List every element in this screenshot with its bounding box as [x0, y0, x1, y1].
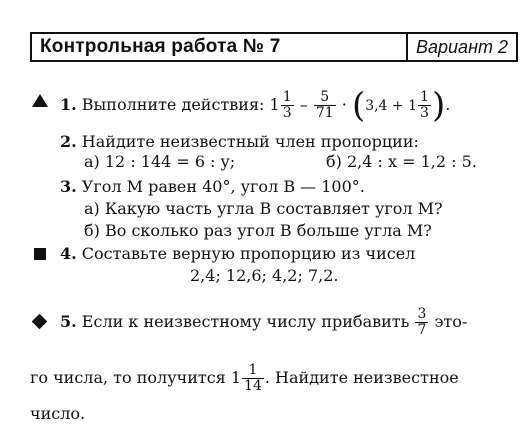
problem-5-number: 5. [60, 312, 77, 331]
problem-1-number: 1. [60, 95, 77, 114]
problem-3-text: Угол M равен 40°, угол B — 100°. [81, 177, 365, 196]
diamond-icon [32, 314, 48, 330]
problem-2a: а) 12 : 144 = 6 : y; [84, 152, 236, 171]
test-header [30, 32, 518, 62]
problem-1: 1. Выполните действия: 1 $\frac{1}{3}$ – $\frac{5}{71}$ · (3,4 + 1 $\frac{1}{3}$ ). [60, 85, 451, 126]
square-icon [34, 248, 46, 260]
problem-2 [60, 132, 419, 152]
triangle-icon [32, 94, 48, 107]
problem-3-number: 3. [60, 177, 77, 196]
fraction-3-7: $\frac{3}{7}$ [417, 306, 427, 338]
problem-5-text-1: Если к неизвестному числу прибавить [81, 312, 410, 331]
problem-5-line-3: число. [30, 404, 86, 423]
problem-3b: б) Во сколько раз угол B больше угла M? [84, 221, 432, 240]
problem-1-text: Выполните действия: [81, 95, 265, 114]
problem-5-text-2-end: . Найдите неизвестное [264, 368, 459, 387]
problem-3a: а) Какую часть угла B составляет угол M? [84, 199, 443, 218]
problem-4-text: Составьте верную пропорцию из чисел [81, 244, 416, 263]
problem-5-line-1 [60, 305, 467, 339]
fraction-1-3: $\frac{1}{3}$ [282, 89, 292, 121]
test-title: Контрольная работа № 7 [40, 36, 281, 57]
problem-3 [60, 177, 365, 197]
problem-5-line-2 [30, 361, 459, 395]
fraction-1-3-inner: $\frac{1}{3}$ [420, 89, 429, 121]
problem-4 [60, 244, 415, 264]
problem-2b: б) 2,4 : x = 1,2 : 5. [326, 152, 477, 171]
problem-4-number: 4. [60, 244, 77, 263]
fraction-5-71: $\frac{5}{71}$ [315, 89, 334, 121]
problem-2-number: 2. [60, 132, 77, 151]
variant-label: Вариант 2 [406, 34, 516, 60]
problem-2-text: Найдите неизвестный член пропорции: [81, 132, 419, 151]
problem-5-text-1-end: это- [434, 312, 468, 331]
problem-4-numbers: 2,4; 12,6; 4,2; 7,2. [190, 266, 339, 285]
minus-sign: – [299, 95, 308, 114]
multiply-dot: · [341, 95, 347, 114]
problem-1-whole: 1 [269, 95, 280, 114]
fraction-1-14: $\frac{1}{14}$ [244, 362, 262, 394]
problem-1-inner: 3,4 + 1 [365, 98, 418, 114]
problem-5-text-2: го числа, то получится 1 [30, 368, 242, 387]
